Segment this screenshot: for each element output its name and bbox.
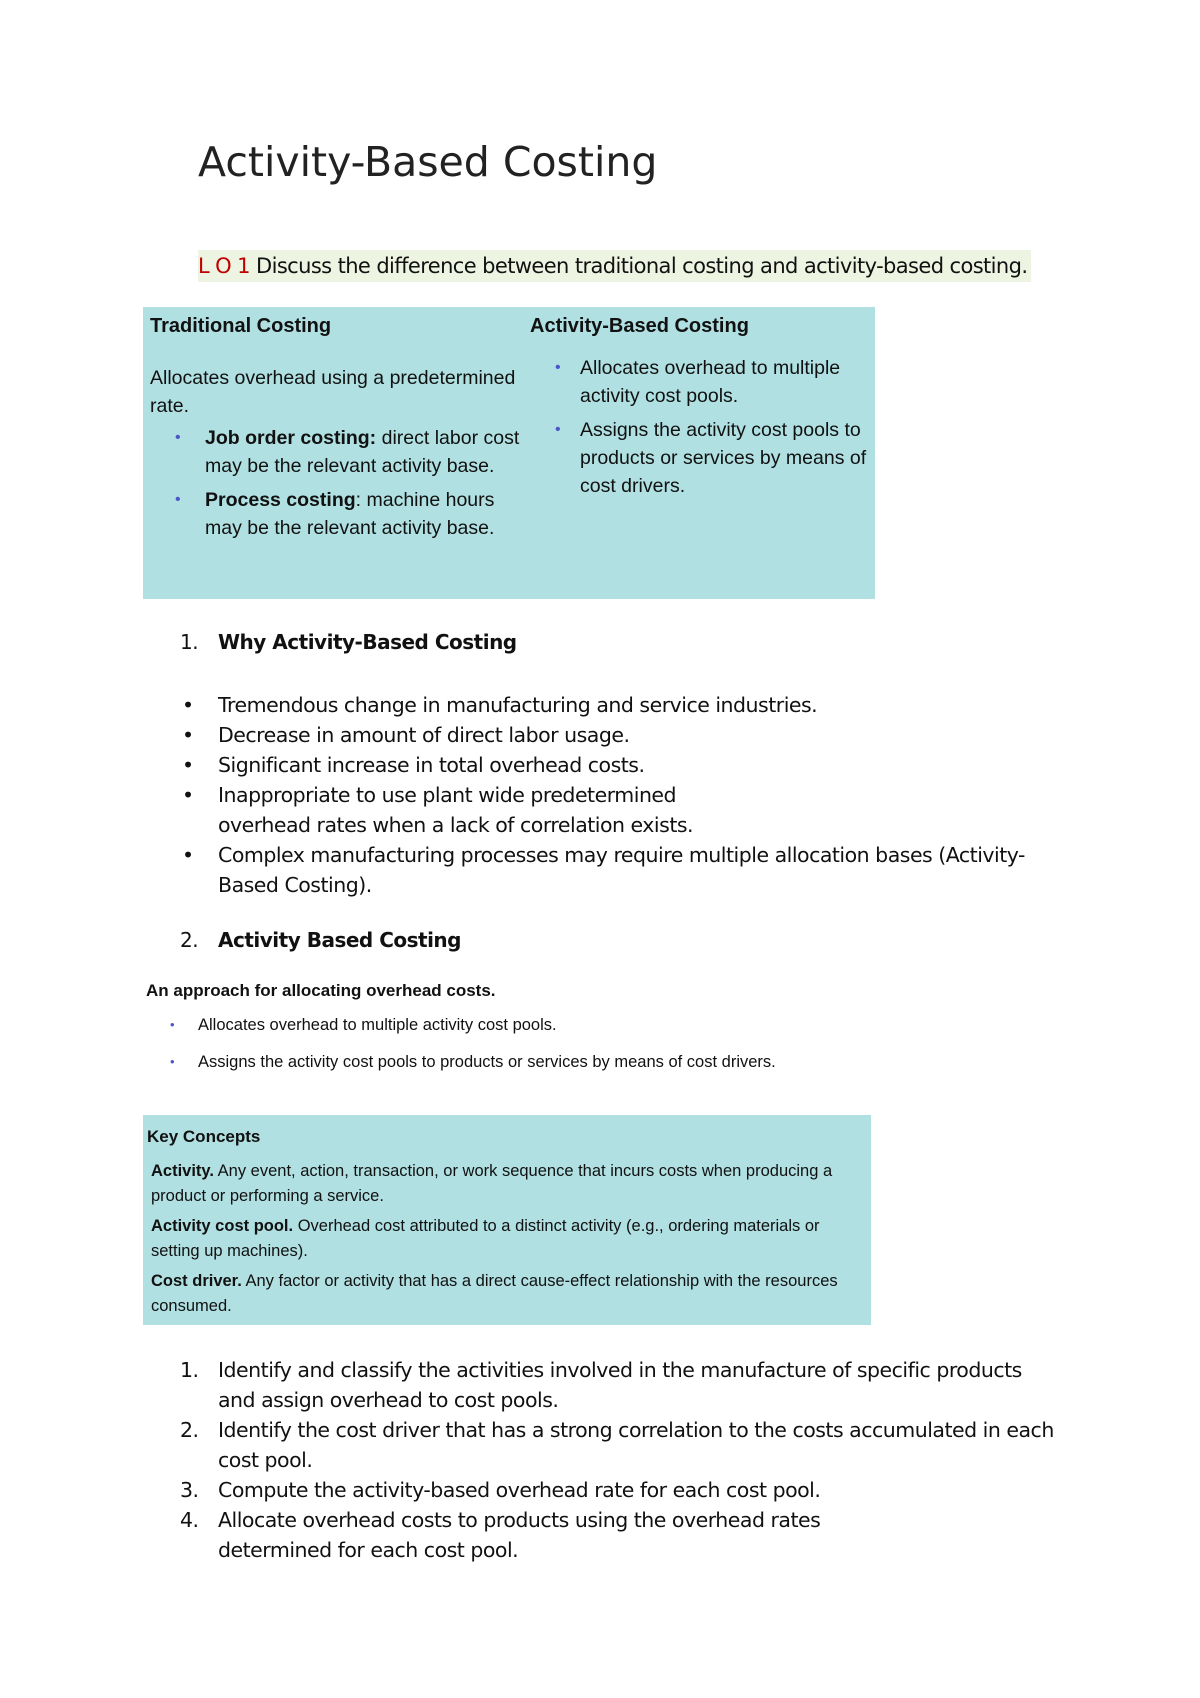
section-heading-why-abc: [180, 630, 517, 654]
step-number: 2.: [180, 1418, 199, 1442]
list-item-text: Allocates overhead to multiple activity cost pools.: [198, 1016, 557, 1034]
definition: [151, 1269, 851, 1319]
list-item-text: Allocates overhead to multiple activity cost pools.: [580, 357, 841, 407]
definition: [151, 1214, 851, 1264]
list-item: [180, 750, 1060, 780]
definition-term: Cost driver.: [151, 1272, 242, 1290]
abc-steps-list: [180, 1355, 1060, 1565]
list-item-text: Assigns the activity cost pools to products or services by means of cost drivers.: [198, 1053, 776, 1071]
list-item-term: Job order costing:: [205, 427, 377, 449]
list-item: [180, 690, 1060, 720]
list-item-text: Inappropriate to use plant wide predetermined overhead rates when a lack of correlation exists.: [218, 783, 694, 837]
bullet-icon: •: [182, 723, 194, 747]
traditional-costing-column: [150, 307, 520, 548]
bullet-icon: •: [182, 753, 194, 777]
definition-term: Activity.: [151, 1162, 214, 1180]
bullet-icon: •: [170, 1054, 175, 1069]
page-title: Activity-Based Costing: [198, 138, 658, 186]
list-item-text: : machine hours may be the relevant activity base.: [205, 489, 495, 539]
list-item-text: Compute the activity-based overhead rate for each cost pool.: [218, 1478, 821, 1502]
list-item-text: Identify and classify the activities involved in the manufacture of specific products and assign overhead to cost pools.: [218, 1358, 1022, 1412]
list-item: [180, 780, 698, 840]
abc-list: [530, 354, 870, 500]
bullet-icon: •: [175, 429, 181, 446]
definition-text: Any event, action, transaction, or work sequence that incurs costs when producing a product or performing a service.: [151, 1162, 833, 1205]
step-number: 4.: [180, 1508, 199, 1532]
list-item: [180, 840, 1060, 900]
list-item: [530, 354, 870, 410]
learning-objective-tag: L O 1: [198, 254, 250, 278]
list-item-text: Assigns the activity cost pools to products or services by means of cost drivers.: [580, 419, 867, 497]
key-concepts-heading: Key Concepts: [147, 1127, 261, 1146]
list-item: [180, 1415, 1060, 1475]
list-item-text: Decrease in amount of direct labor usage.: [218, 723, 630, 747]
list-item-term: Process costing: [205, 489, 356, 511]
section-title: Activity Based Costing: [218, 928, 461, 952]
definition-text: Overhead cost attributed to a distinct activity (e.g., ordering materials or setting up machines).: [151, 1217, 820, 1260]
list-item: [146, 1049, 906, 1075]
abc-column: [530, 307, 870, 506]
bullet-icon: •: [555, 421, 561, 438]
traditional-costing-heading: Traditional Costing: [150, 315, 332, 337]
abc-heading: Activity-Based Costing: [530, 315, 749, 337]
reasons-list: [180, 690, 1060, 900]
step-number: 1.: [180, 1358, 199, 1382]
step-number: 3.: [180, 1478, 199, 1502]
section-number: 2.: [180, 928, 199, 952]
learning-objective: [198, 250, 1031, 282]
list-item-text: direct labor cost may be the relevant activity base.: [205, 427, 520, 477]
bullet-icon: •: [175, 491, 181, 508]
list-item-text: Identify the cost driver that has a strong correlation to the costs accumulated in each cost pool.: [218, 1418, 1054, 1472]
traditional-costing-intro: Allocates overhead using a predetermined rate.: [150, 367, 516, 417]
section-number: 1.: [180, 630, 199, 654]
list-item: [180, 1505, 858, 1565]
approach-block: [146, 978, 906, 1086]
comparison-box: [143, 307, 875, 599]
list-item: [150, 424, 520, 480]
list-item: [180, 1355, 1060, 1415]
list-item: [180, 1475, 1060, 1505]
key-concepts-box: [143, 1115, 871, 1325]
list-item: [180, 720, 1060, 750]
definition-text: Any factor or activity that has a direct cause-effect relationship with the resources consumed.: [151, 1272, 838, 1315]
learning-objective-text: Discuss the difference between traditional costing and activity-based costing.: [256, 254, 1028, 278]
list-item: [530, 416, 870, 500]
definition-term: Activity cost pool.: [151, 1217, 294, 1235]
section-heading-abc: [180, 928, 461, 952]
definition: [151, 1159, 851, 1209]
bullet-icon: •: [182, 843, 194, 867]
list-item-text: Complex manufacturing processes may require multiple allocation bases (Activity-Based Costing).: [218, 843, 1025, 897]
bullet-icon: •: [170, 1017, 175, 1032]
traditional-costing-list: [150, 424, 520, 542]
list-item-text: Tremendous change in manufacturing and service industries.: [218, 693, 818, 717]
section-title: Why Activity-Based Costing: [218, 630, 517, 654]
list-item-text: Significant increase in total overhead costs.: [218, 753, 645, 777]
bullet-icon: •: [182, 693, 194, 717]
bullet-icon: •: [555, 359, 561, 376]
key-concepts-definitions: [151, 1159, 851, 1324]
bullet-icon: •: [182, 783, 194, 807]
approach-list: [146, 1012, 906, 1075]
list-item: [150, 486, 520, 542]
list-item-text: Allocate overhead costs to products using the overhead rates determined for each cost pool.: [218, 1508, 821, 1562]
approach-lead: An approach for allocating overhead costs.: [146, 981, 496, 1000]
list-item: [146, 1012, 906, 1038]
